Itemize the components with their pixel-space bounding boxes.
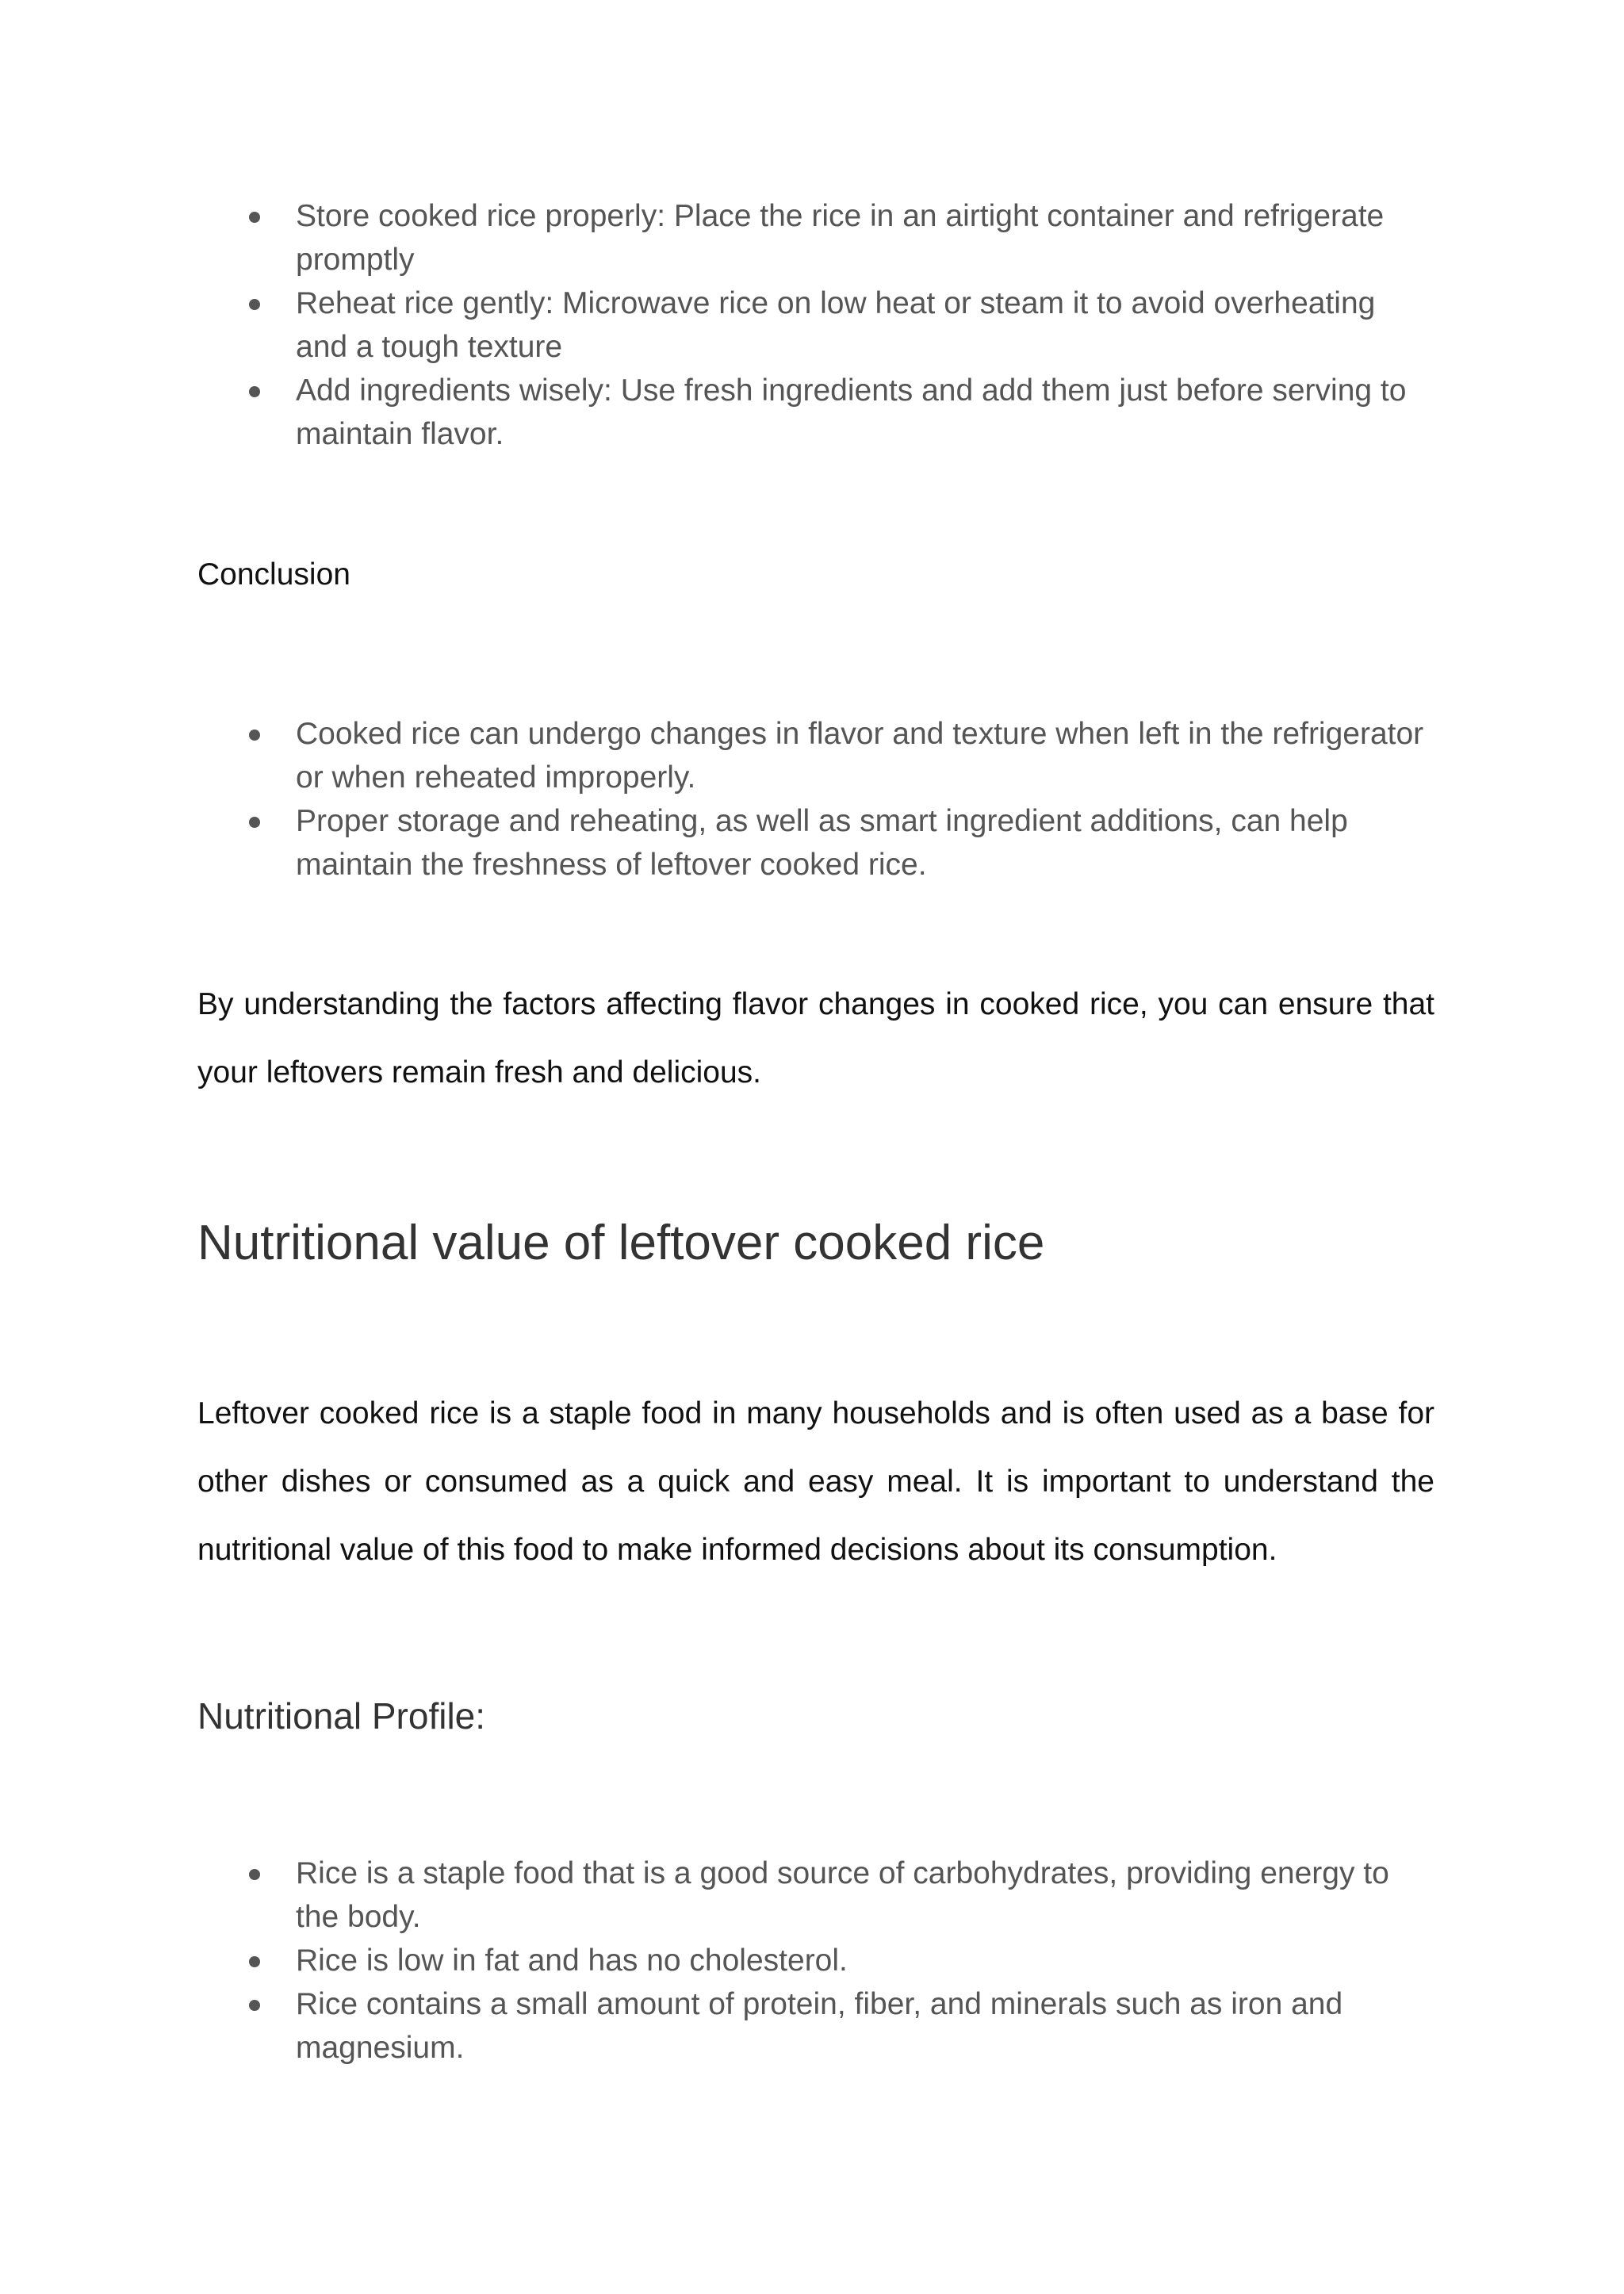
list-item <box>197 194 1434 281</box>
list-item <box>197 1939 1434 1982</box>
list-item-text: Proper storage and reheating, as well as smart ingredient additions, can help maintain the freshness of leftover cooked rice. <box>296 804 1348 882</box>
intro-paragraph: Leftover cooked rice is a staple food in many households and is often used as a base for other dishes or consumed as a quick and easy meal. It is important to understand the nutritional value of this food to make informed decisions about its consumption. <box>197 1396 1434 1567</box>
list-item-text: Rice contains a small amount of protein, fiber, and minerals such as iron and magnesium. <box>296 1987 1343 2065</box>
conclusion-list <box>197 712 1434 887</box>
closing-paragraph: By understanding the factors affecting flavor changes in cooked rice, you can ensure that your leftovers remain fresh and delicious. <box>197 987 1434 1090</box>
conclusion-section <box>197 712 1434 887</box>
section-heading: Nutritional value of leftover cooked rice <box>197 1216 1045 1270</box>
list-item <box>197 369 1434 456</box>
subsection-heading: Nutritional Profile: <box>197 1695 486 1737</box>
bullet-icon <box>249 299 260 310</box>
list-item <box>197 1852 1434 1939</box>
tips-section <box>197 194 1434 456</box>
list-item-text: Cooked rice can undergo changes in flavor and texture when left in the refrigerator or when reheated improperly. <box>296 717 1424 795</box>
bullet-icon <box>249 730 260 741</box>
list-item-text: Reheat rice gently: Microwave rice on low heat or steam it to avoid overheating and a tough texture <box>296 286 1376 364</box>
bullet-icon <box>249 2000 260 2011</box>
list-item <box>197 1982 1434 2070</box>
tips-list <box>197 194 1434 456</box>
list-item-text: Rice is a staple food that is a good source of carbohydrates, providing energy to the body. <box>296 1856 1389 1934</box>
conclusion-label: Conclusion <box>197 557 350 592</box>
list-item <box>197 712 1434 799</box>
bullet-icon <box>249 386 260 397</box>
list-item-text: Add ingredients wisely: Use fresh ingredients and add them just before serving to maintain flavor. <box>296 373 1407 451</box>
nutrition-profile-section <box>197 1852 1434 2070</box>
list-item <box>197 281 1434 369</box>
bullet-icon <box>249 212 260 223</box>
bullet-icon <box>249 1956 260 1967</box>
bullet-icon <box>249 817 260 828</box>
list-item <box>197 799 1434 887</box>
list-item-text: Rice is low in fat and has no cholesterol. <box>296 1944 848 1978</box>
bullet-icon <box>249 1869 260 1880</box>
list-item-text: Store cooked rice properly: Place the rice in an airtight container and refrigerate promptly <box>296 199 1385 277</box>
nutrition-profile-list <box>197 1852 1434 2070</box>
